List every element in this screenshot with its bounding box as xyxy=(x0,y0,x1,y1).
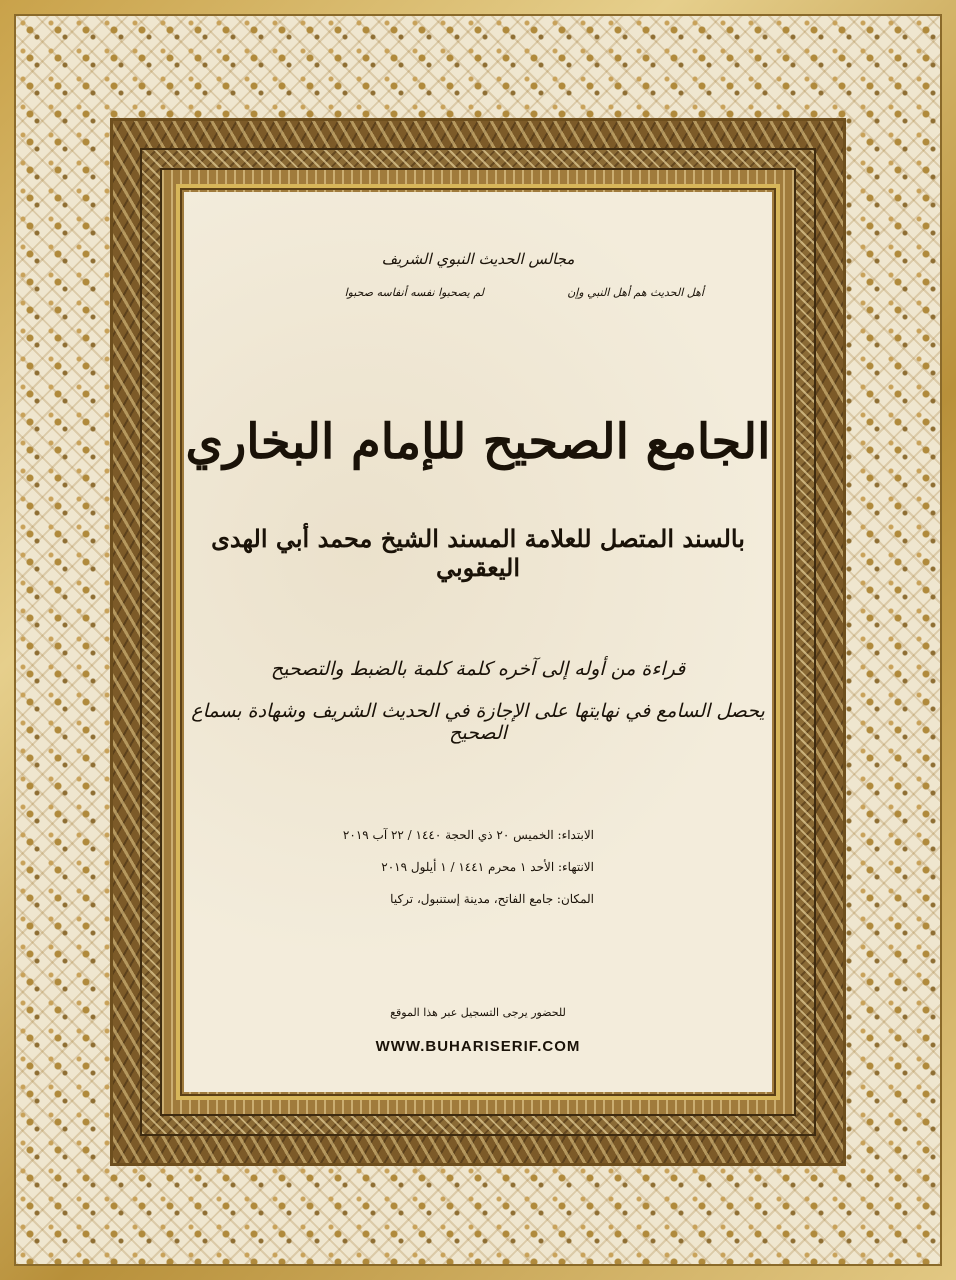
chain-subtitle: بالسند المتصل للعلامة المسند الشيخ محمد أبي الهدى اليعقوبي xyxy=(211,524,745,582)
book-title: الجامع الصحيح للإمام البخاري xyxy=(185,414,771,470)
motto-right-hemistich: أهل الحديث هم أهل النبي وإن xyxy=(567,286,704,299)
motto-left-hemistich: لم يصحبوا نفسه أنفاسه صحبوا xyxy=(344,286,484,299)
registration-note: للحضور يرجى التسجيل عبر هذا الموقع xyxy=(390,1006,566,1019)
text-panel xyxy=(184,192,772,1092)
reading-description-line-2: يحصل السامع في نهايتها على الإجازة في الحديث الشريف وشهادة بسماع الصحيح xyxy=(191,700,765,744)
venue: المكان: جامع الفاتح، مدينة إستنبول، تركيا xyxy=(390,892,594,906)
series-heading: مجالس الحديث النبوي الشريف xyxy=(381,250,575,268)
end-date: الانتهاء: الأحد ١ محرم ١٤٤١ / ١ أيلول ٢٠١٩ xyxy=(381,860,594,874)
reading-description-line-1: قراءة من أوله إلى آخره كلمة كلمة بالضبط والتصحيح xyxy=(270,658,686,680)
start-date: الابتداء: الخميس ٢٠ ذي الحجة ١٤٤٠ / ٢٢ آب ٢٠١٩ xyxy=(342,828,594,842)
website-link[interactable]: WWW.BUHARISERIF.COM xyxy=(375,1038,581,1055)
